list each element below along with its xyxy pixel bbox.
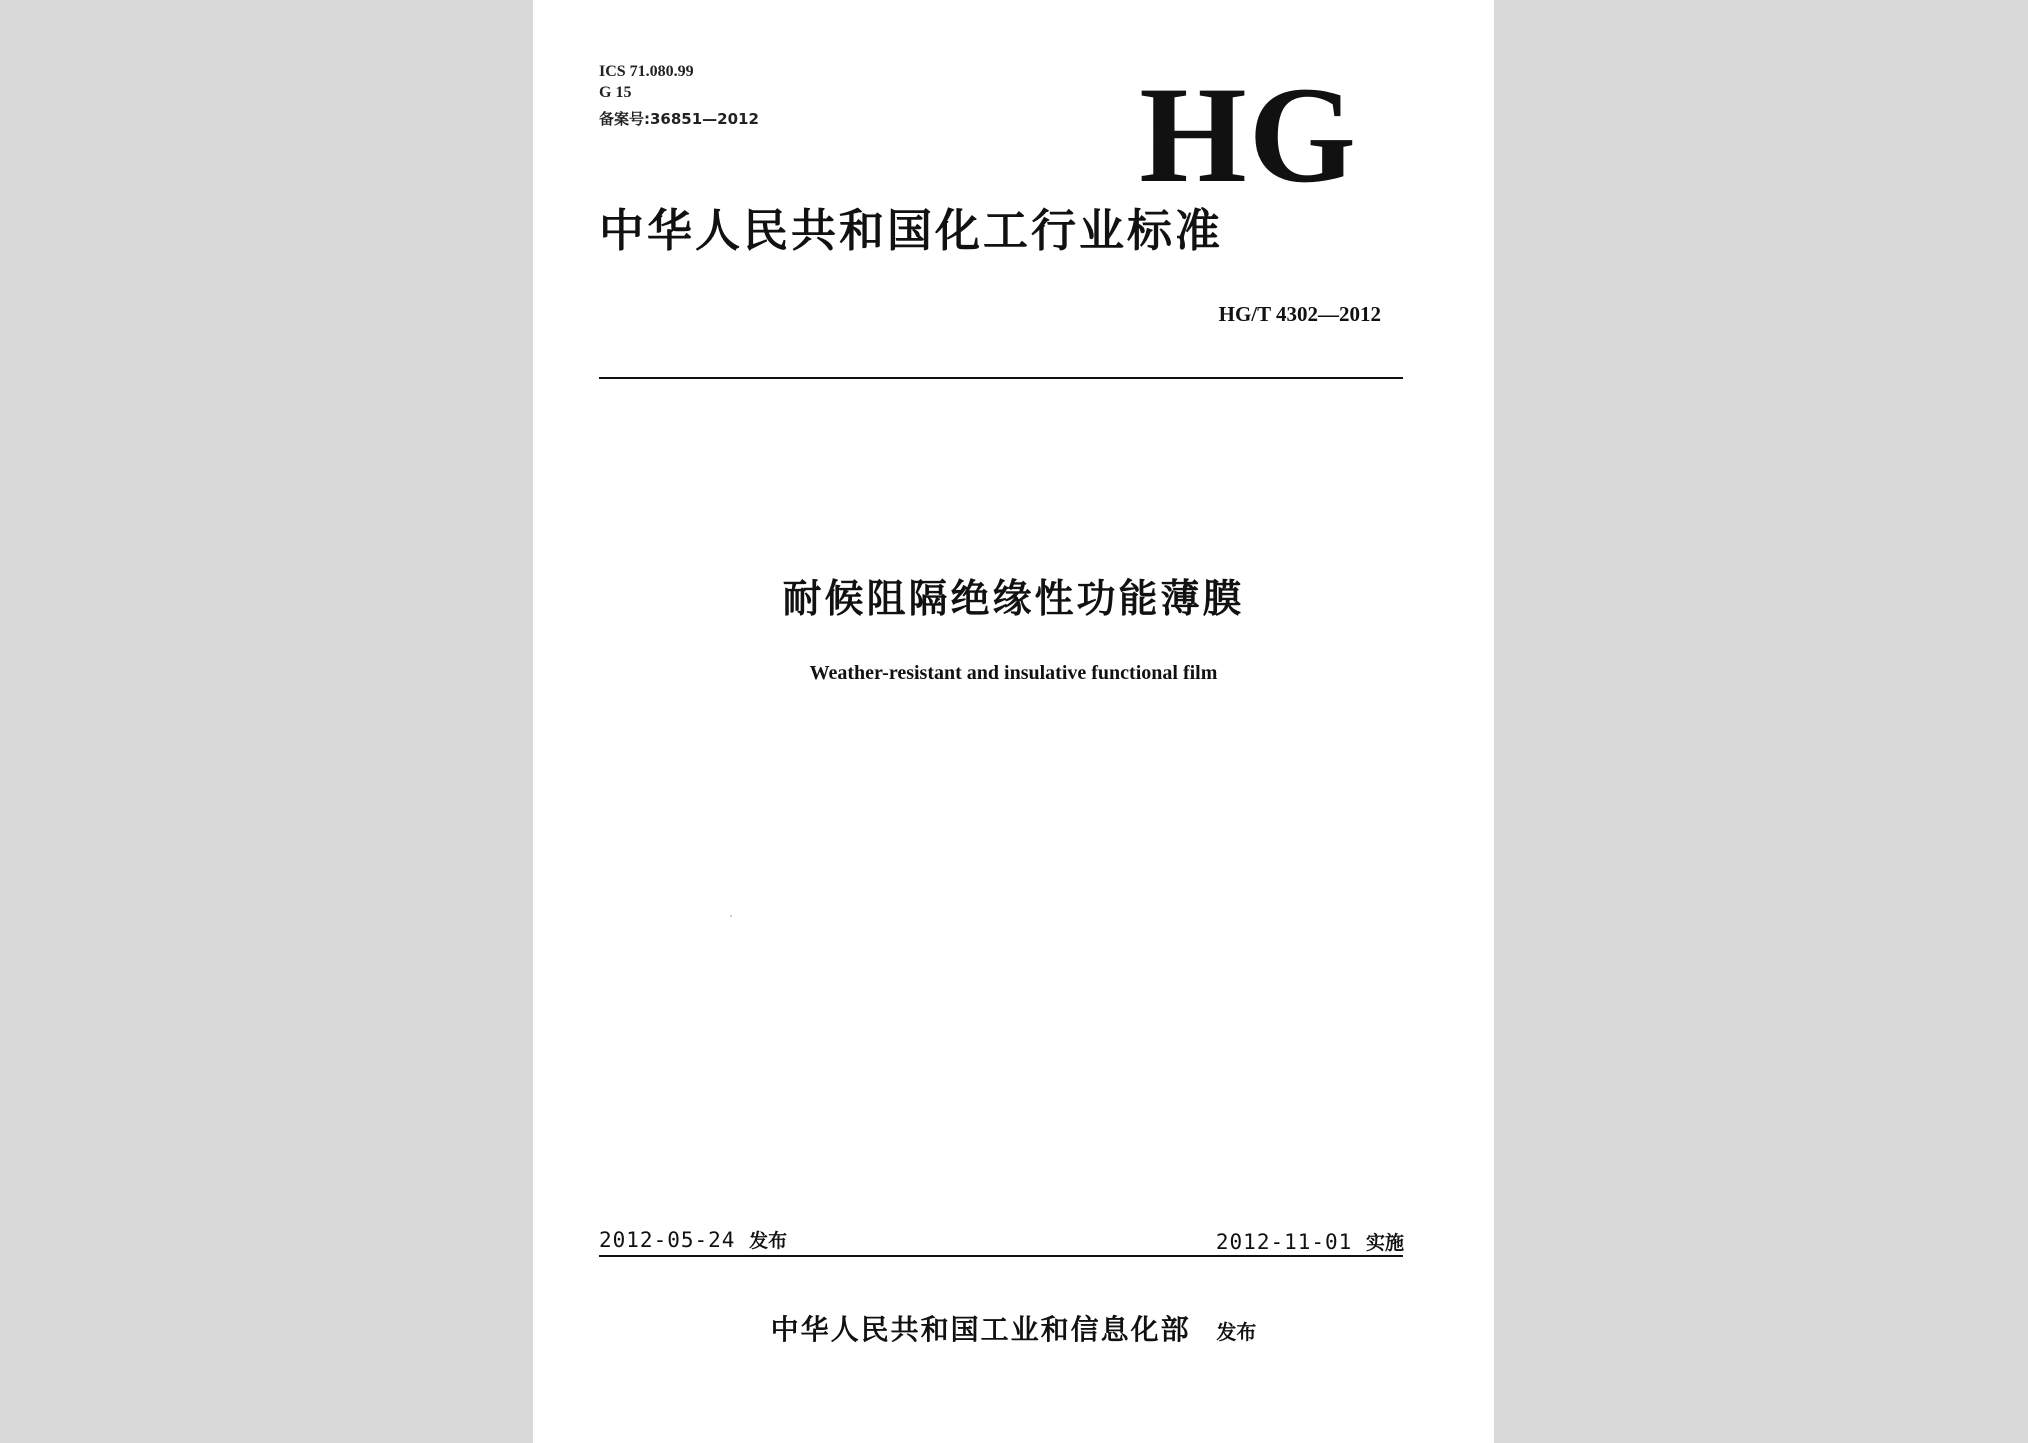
standard-number: HG/T 4302—2012 (1218, 302, 1381, 326)
issue-label: 发布 (749, 1230, 788, 1252)
implement-label: 实施 (1365, 1232, 1404, 1254)
issue-date: 2012-05-24 (599, 1228, 736, 1252)
ccs-code: G 15 (599, 84, 632, 101)
issue-date-line (599, 1226, 787, 1253)
footer-divider (599, 1255, 1403, 1257)
publisher-label: 发布 (1216, 1320, 1257, 1344)
ics-code: ICS 71.080.99 (599, 63, 694, 80)
title-chinese: 耐候阻隔绝缘性功能薄膜 (782, 577, 1245, 622)
title-english: Weather-resistant and insulative functional film (809, 662, 1218, 684)
hg-logo: HG (1139, 58, 1358, 211)
publisher-name: 中华人民共和国工业和信息化部 (770, 1313, 1191, 1346)
implement-date-line (1216, 1228, 1404, 1255)
record-number: 备案号:36851—2012 (599, 110, 759, 128)
header-divider (599, 377, 1403, 379)
publisher-line (533, 1308, 1494, 1348)
document-page (533, 0, 1494, 1443)
standard-type-heading: 中华人民共和国化工行业标准 (599, 204, 1224, 257)
scan-speck (730, 915, 732, 917)
implement-date: 2012-11-01 (1215, 1230, 1353, 1254)
